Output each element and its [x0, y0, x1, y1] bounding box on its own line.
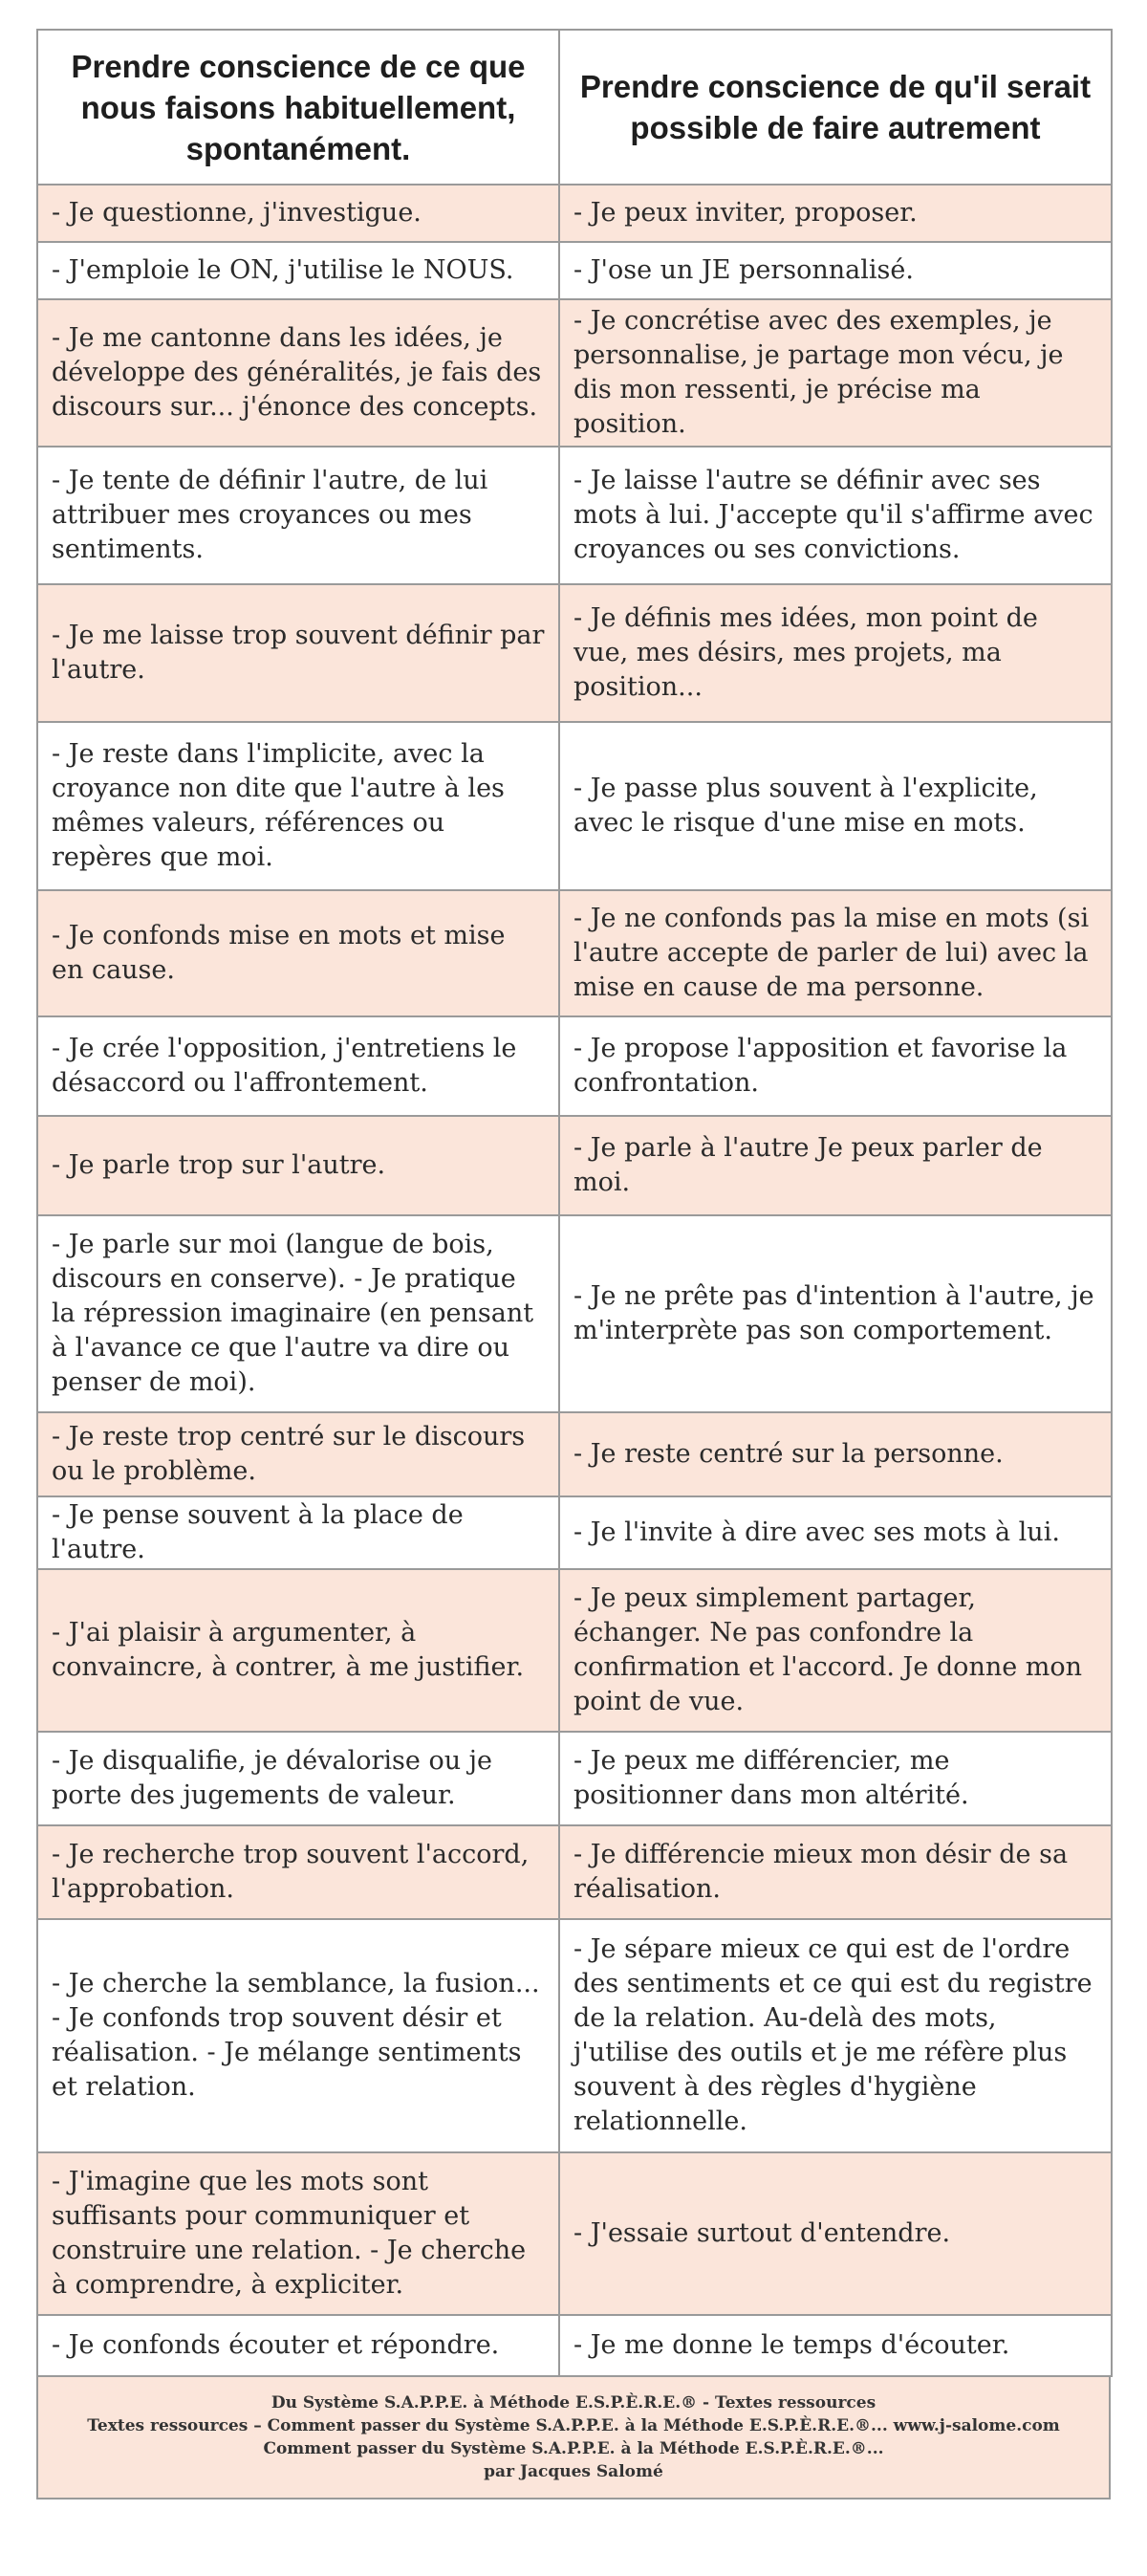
alternative-cell: - Je définis mes idées, mon point de vue, mes désirs, mes projets, ma position...	[559, 584, 1112, 722]
alternative-cell: - J'essaie surtout d'entendre.	[559, 2152, 1112, 2315]
footer-line: Textes ressources – Comment passer du Système S.A.P.P.E. à la Méthode E.S.P.È.R.E.®... www.j-salome.com	[87, 2416, 1060, 2435]
table-row	[37, 1732, 1112, 1825]
alternative-cell: - Je l'invite à dire avec ses mots à lui.	[559, 1496, 1112, 1569]
habit-cell: - Je confonds écouter et répondre.	[37, 2315, 559, 2376]
alternative-cell: - Je me donne le temps d'écouter.	[559, 2315, 1112, 2376]
habit-cell: - J'emploie le ON, j'utilise le NOUS.	[37, 242, 559, 299]
table-row	[37, 242, 1112, 299]
alternative-cell: - Je peux simplement partager, échanger. Ne pas confondre la confirmation et l'accord. Je donne mon point de vue.	[559, 1569, 1112, 1732]
habit-cell: - Je pense souvent à la place de l'autre.	[37, 1496, 559, 1569]
document	[36, 29, 1111, 2549]
table-row	[37, 1496, 1112, 1569]
table-row	[37, 2315, 1112, 2376]
habit-cell: - Je confonds mise en mots et mise en cause.	[37, 890, 559, 1016]
alternative-cell: - Je passe plus souvent à l'explicite, avec le risque d'une mise en mots.	[559, 722, 1112, 890]
table-row	[37, 890, 1112, 1016]
habit-cell: - Je parle trop sur l'autre.	[37, 1116, 559, 1215]
habit-cell: - Je questionne, j'investigue.	[37, 185, 559, 242]
footer-line: Comment passer du Système S.A.P.P.E. à la Méthode E.S.P.È.R.E.®...	[263, 2439, 884, 2458]
table-row	[37, 1919, 1112, 2152]
alternative-cell: - J'ose un JE personnalisé.	[559, 242, 1112, 299]
habit-cell: - Je me laisse trop souvent définir par l'autre.	[37, 584, 559, 722]
habit-cell: - Je cherche la semblance, la fusion... - Je confonds trop souvent désir et réalisation. - Je mélange sentiments et relation.	[37, 1919, 559, 2152]
table-row	[37, 1412, 1112, 1496]
habit-cell: - Je tente de définir l'autre, de lui attribuer mes croyances ou mes sentiments.	[37, 447, 559, 584]
alternative-cell: - Je peux me différencier, me positionner dans mon altérité.	[559, 1732, 1112, 1825]
table-row	[37, 1215, 1112, 1412]
alternative-cell: - Je différencie mieux mon désir de sa réalisation.	[559, 1825, 1112, 1919]
table-row	[37, 299, 1112, 447]
habit-cell: - J'ai plaisir à argumenter, à convaincre, à contrer, à me justifier.	[37, 1569, 559, 1732]
alternative-cell: - Je concrétise avec des exemples, je personnalise, je partage mon vécu, je dis mon ressenti, je précise ma position.	[559, 299, 1112, 447]
table-row	[37, 1569, 1112, 1732]
habit-cell: - Je disqualifie, je dévalorise ou je porte des jugements de valeur.	[37, 1732, 559, 1825]
alternative-cell: - Je ne prête pas d'intention à l'autre, je m'interprète pas son comportement.	[559, 1215, 1112, 1412]
comparison-table	[36, 29, 1113, 2377]
table-row	[37, 185, 1112, 242]
habit-cell: - Je me cantonne dans les idées, je développe des généralités, je fais des discours sur... j'énonce des concepts.	[37, 299, 559, 447]
footer-line: Du Système S.A.P.P.E. à Méthode E.S.P.È.R.E.® - Textes ressources	[271, 2393, 876, 2412]
footer	[36, 2377, 1111, 2500]
header-right: Prendre conscience de qu'il serait possible de faire autrement	[559, 30, 1112, 185]
table-row	[37, 1116, 1112, 1215]
table-row	[37, 447, 1112, 584]
alternative-cell: - Je laisse l'autre se définir avec ses mots à lui. J'accepte qu'il s'affirme avec croyances ou ses convictions.	[559, 447, 1112, 584]
alternative-cell: - Je propose l'apposition et favorise la confrontation.	[559, 1016, 1112, 1116]
table-row	[37, 1016, 1112, 1116]
habit-cell: - J'imagine que les mots sont suffisants pour communiquer et construire une relation. - Je cherche à comprendre, à expliciter.	[37, 2152, 559, 2315]
header-left: Prendre conscience de ce que nous faisons habituellement, spontanément.	[37, 30, 559, 185]
table-row	[37, 722, 1112, 890]
alternative-cell: - Je reste centré sur la personne.	[559, 1412, 1112, 1496]
alternative-cell: - Je sépare mieux ce qui est de l'ordre des sentiments et ce qui est du registre de la relation. Au-delà des mots, j'utilise des outils et je me réfère plus souvent à des règles d'hygiène relationnelle.	[559, 1919, 1112, 2152]
alternative-cell: - Je ne confonds pas la mise en mots (si l'autre accepte de parler de lui) avec la mise en cause de ma personne.	[559, 890, 1112, 1016]
habit-cell: - Je reste dans l'implicite, avec la croyance non dite que l'autre à les mêmes valeurs, références ou repères que moi.	[37, 722, 559, 890]
table-row	[37, 2152, 1112, 2315]
header-row	[37, 30, 1112, 185]
alternative-cell: - Je parle à l'autre Je peux parler de moi.	[559, 1116, 1112, 1215]
habit-cell: - Je reste trop centré sur le discours ou le problème.	[37, 1412, 559, 1496]
alternative-cell: - Je peux inviter, proposer.	[559, 185, 1112, 242]
table-row	[37, 584, 1112, 722]
footer-author: par Jacques Salomé	[484, 2462, 663, 2481]
habit-cell: - Je recherche trop souvent l'accord, l'approbation.	[37, 1825, 559, 1919]
habit-cell: - Je parle sur moi (langue de bois, discours en conserve). - Je pratique la répression imaginaire (en pensant à l'avance ce que l'autre va dire ou penser de moi).	[37, 1215, 559, 1412]
habit-cell: - Je crée l'opposition, j'entretiens le désaccord ou l'affrontement.	[37, 1016, 559, 1116]
table-row	[37, 1825, 1112, 1919]
